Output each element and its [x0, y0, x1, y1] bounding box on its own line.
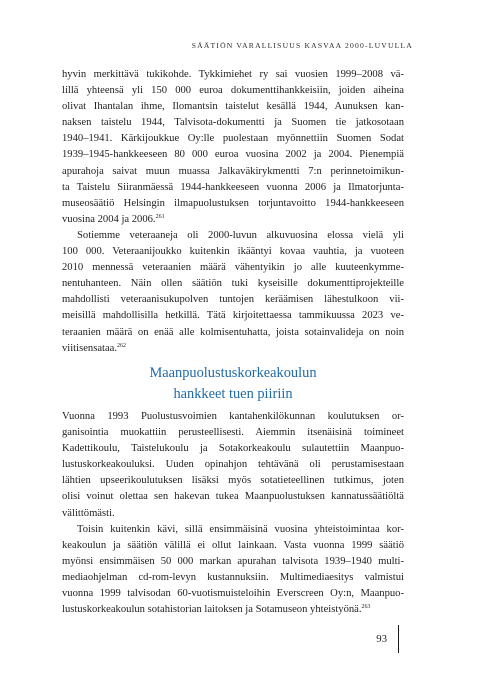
text-line: 2010 mennessä veteraanien määrä vähentyikin jo alle kuuteenkymme- — [62, 262, 404, 274]
text-line: olisi voinut olettaa sen hakevan tukea Maanpuolustuksen kannatussäätiöltä — [62, 491, 404, 503]
paragraph-1 — [62, 67, 404, 228]
text-line: meisillä mahdollisilla hetkillä. Tätä kirjoitettaessa tammikuussa 2023 ve- — [62, 310, 404, 322]
paragraph-2 — [62, 228, 404, 357]
text-line — [62, 602, 404, 618]
text-line: Vuonna 1993 Puolustusvoimien kantahenkilökunnan koulutuksen or- — [62, 411, 404, 422]
section-heading-line: hankkeet tuen piiriin — [173, 386, 293, 402]
text-line: Kadettikoulu, Taistelukoulu ja Sotakorkeakoulu sulautettiin Maanpuo- — [62, 443, 404, 455]
text-run: vuosina 2004 ja 2006. — [62, 213, 156, 225]
text-line: mediaohjelman cd-rom-levyn kustannuksiin. Multimediaesitys valmistui — [62, 571, 404, 583]
text-line: hyvin merkittävä tukikohde. Tykkimiehet ry sai vuosien 1999–2008 vä- — [62, 69, 404, 80]
text-line: lillä yhteensä yli 150 000 euroa dokumenttihankkeisiin, joiden aiheina — [62, 85, 404, 97]
text-run: lustuskorkeakoulun sotahistorian laitoksen ja Sotamuseon yhteistyönä. — [62, 604, 362, 616]
body-text-top — [62, 67, 404, 357]
text-line: välittömästi. — [62, 507, 115, 519]
text-line — [62, 341, 404, 357]
section-heading — [62, 363, 404, 405]
text-line: apurahoja saivat muun muassa Jalkaväkirykmentti 7:n perinnetoimikun- — [62, 165, 404, 177]
text-line: 100 000. Veteraanijoukko kuitenkin ikääntyi kovaa vauhtia, ja vuoteen — [62, 246, 404, 258]
footnote-ref: 262 — [117, 342, 127, 349]
paragraph-4 — [62, 522, 404, 619]
running-head: SÄÄTIÖN VARALLISUUS KASVAA 2000-LUVULLA — [191, 41, 413, 50]
text-line: 1939–1945-hankkeeseen 80 000 euroa vuosina 2002 ja 2004. Pienempiä — [62, 149, 404, 161]
text-line: museosäätiö Helsingin ilmapuolustuksen torjuntavoitto 1944-hankkeeseen — [62, 197, 404, 209]
text-line: teraanien määrä on enää alle kolmisentuhatta, joista sotainvalideja on noin — [62, 326, 404, 338]
text-run: viitisensataa. — [62, 342, 118, 354]
section-heading-line: Maanpuolustuskorkeakoulun — [149, 365, 317, 381]
text-line — [62, 212, 404, 228]
text-line: myönsi ensimmäisen 50 000 markan apurahan talvisota 1939–1940 multi- — [62, 555, 404, 567]
paragraph-3 — [62, 409, 404, 522]
text-line: 1940–1941. Kärkijoukkue Oy:lle puolestaan myönnettiin Suomen Sodat — [62, 133, 404, 145]
body-text-bottom — [62, 409, 404, 618]
text-line: Sotiemme veteraaneja oli 2000-luvun alkuvuosina elossa vielä yli — [77, 229, 404, 241]
text-line: lustuskorkeakouluksi. Uuden opinahjon tehtävänä oli perustamisestaan — [62, 459, 404, 471]
text-line: ta Taistelu Siiranmäessä 1944-hankkeeseen vuonna 2006 ja Ilmatorjunta- — [62, 181, 404, 193]
text-line: naksen taistelu 1944, Talvisota-dokumentti ja Suomen tie jatkosotaan — [62, 117, 404, 129]
text-line: ganisointia muokattiin perusteellisesti. Aiemmin itsenäisinä toimineet — [62, 427, 404, 439]
text-line: olivat Ihantalan ihme, Ilomantsin taistelut kesällä 1944, Aunuksen kan- — [62, 101, 404, 113]
text-line: keakoulun ja säätiön välillä ei ollut lainkaan. Vasta vuonna 1999 säätiö — [62, 539, 404, 551]
footnote-ref: 263 — [361, 604, 371, 611]
text-line: vuonna 1999 talvisodan 60-vuotismuisteloihin Everscreen Oy:n, Maanpuo- — [62, 588, 404, 600]
text-line: mahdollisti veteraanisukupolven tuntojen keräämisen lähestulkoon vii- — [62, 294, 404, 306]
page-number: 93 — [376, 633, 387, 645]
text-line: lähtien upseerikoulutuksen lisäksi myös sotatieteellinen tutkimus, joten — [62, 475, 404, 487]
text-line: nentuhanteen. Näin ollen säätiön tuki kyseisille dokumenttiprojekteille — [62, 278, 404, 290]
text-line: Toisin kuitenkin kävi, sillä ensimmäisinä vuosina yhteistoimintaa kor- — [77, 523, 404, 535]
page-number-rule — [398, 625, 399, 653]
footnote-ref: 261 — [155, 213, 165, 220]
